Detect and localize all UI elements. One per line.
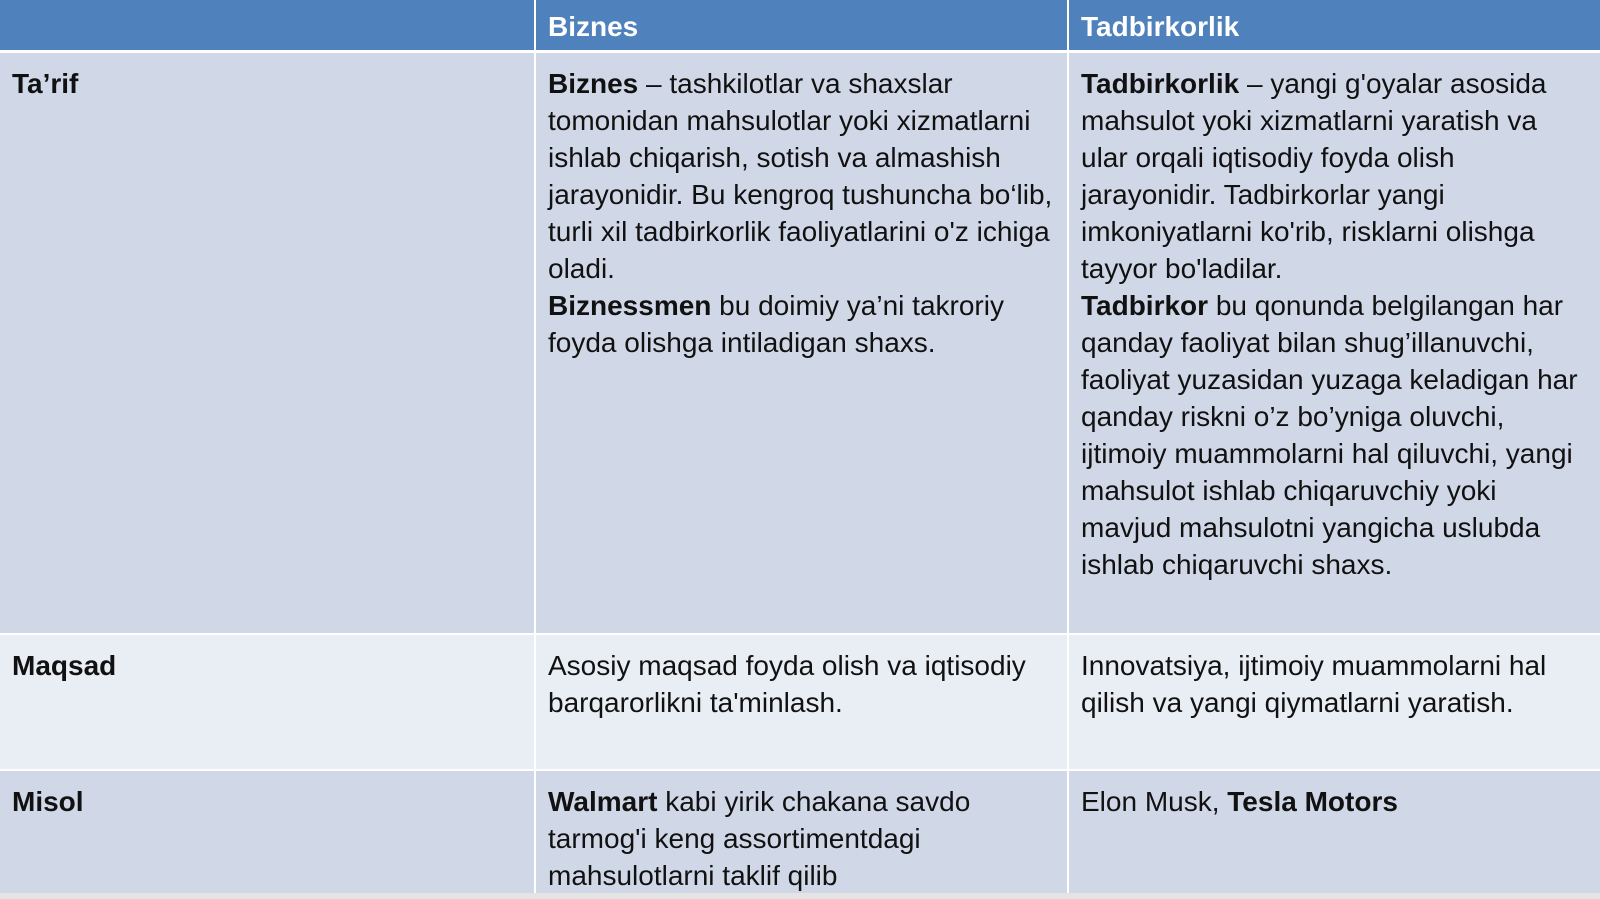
cell-misol-biznes (534, 771, 1067, 899)
cell-maqsad-tadbirkorlik: Innovatsiya, ijtimoiy muammolarni hal qilish va yangi qiymatlarni yaratish. (1067, 635, 1600, 769)
term-tesla-motors: Tesla Motors (1227, 786, 1398, 817)
bottom-edge-line (0, 893, 1600, 899)
tadbirkorlik-definition-text: – yangi g'oyalar asosida mahsulot yoki xizmatlarni yaratish va ular orqali iqtisodiy foyda olish jarayonidir. Tadbirkorlar yangi imkoniyatlarni ko'rib, risklarni olishga tayyor bo'ladilar. (1081, 68, 1547, 284)
table-row-maqsad (0, 633, 1600, 769)
tadbirkor-definition (1081, 287, 1588, 583)
cell-tarif-tadbirkorlik (1067, 53, 1600, 633)
header-cell-empty (0, 0, 534, 50)
header-cell-tadbirkorlik: Tadbirkorlik (1067, 0, 1600, 50)
cell-misol-tadbirkorlik (1067, 771, 1600, 899)
row-label-misol: Misol (12, 786, 84, 817)
cell-maqsad-biznes: Asosiy maqsad foyda olish va iqtisodiy barqarorlikni ta'minlash. (534, 635, 1067, 769)
table-row-misol (0, 769, 1600, 899)
tadbirkor-definition-text: bu qonunda belgilangan har qanday faoliyat bilan shug’illanuvchi, faoliyat yuzasidan yuzaga keladigan har qanday riskni o’z bo’yniga oluvchi, ijtimoiy muammolarni hal qiluvchi, yangi mahsulot ishlab chiqaruvchiy yoki mavjud mahsulotni yangicha uslubda ishlab chiqaruvchi shaxs. (1081, 290, 1578, 580)
term-walmart: Walmart (548, 786, 658, 817)
row-label-maqsad: Maqsad (12, 650, 117, 681)
term-biznes: Biznes (548, 68, 639, 99)
tadbirkorlik-definition (1081, 65, 1588, 287)
table-row-tarif (0, 53, 1600, 633)
header-cell-biznes: Biznes (534, 0, 1067, 50)
cell-tarif-biznes (534, 53, 1067, 633)
misol-tadbirkorlik-prefix: Elon Musk, (1081, 786, 1228, 817)
term-biznessmen: Biznessmen (548, 290, 712, 321)
biznessmen-definition-text: bu doimiy ya’ni takroriy foyda olishga intiladigan shaxs. (548, 290, 1004, 358)
biznes-definition (548, 65, 1055, 287)
misol-biznes-text: kabi yirik chakana savdo tarmog'i keng assortimentdagi mahsulotlarni taklif qilib (548, 786, 971, 891)
row-label-tarif: Ta’rif (12, 68, 79, 99)
biznes-definition-text: – tashkilotlar va shaxslar tomonidan mahsulotlar yoki xizmatlarni ishlab chiqarish, sotish va almashish jarayonidir. Bu kengroq tushuncha bo‘lib, turli xil tadbirkorlik faoliyatlarini o'z ichiga oladi. (548, 68, 1053, 284)
term-tadbirkor: Tadbirkor (1081, 290, 1209, 321)
term-tadbirkorlik: Tadbirkorlik (1081, 68, 1240, 99)
table-header-row (0, 0, 1600, 53)
biznessmen-definition (548, 287, 1055, 361)
